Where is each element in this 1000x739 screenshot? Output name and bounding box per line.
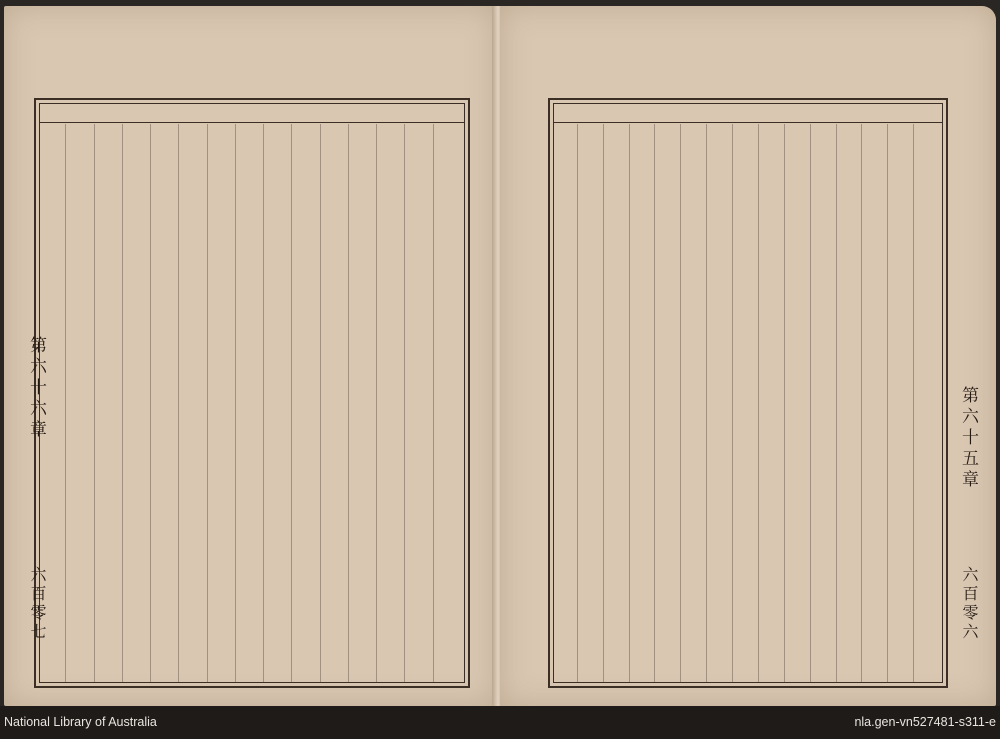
left-column-rule [94,124,95,682]
page-left [4,6,496,706]
right-text-column-2 [890,124,912,680]
right-column-rule [706,124,707,682]
footer-bar [0,706,1000,739]
right-text-column-8 [735,124,757,680]
left-text-column-9 [211,124,233,680]
footer-left-credit: National Library of Australia [4,715,157,729]
right-column-rule [629,124,630,682]
right-text-column-3 [864,124,886,680]
right-text-column-5 [813,124,835,680]
right-text-column-9 [709,124,731,680]
left-column-rule [178,124,179,682]
right-column-rule [758,124,759,682]
page-number-right: 六百零六 [960,566,979,642]
right-text-column-7 [761,124,783,680]
left-text-column-13 [98,124,120,680]
left-text-column-8 [239,124,261,680]
right-text-column-14 [580,124,602,680]
right-column-rule [836,124,837,682]
left-text-column-11 [154,124,176,680]
right-text-column-1 [916,124,938,680]
right-text-column-15 [554,124,576,680]
right-column-rule [913,124,914,682]
chapter-heading-left: 第六十六章 [26,336,46,441]
left-text-column-12 [126,124,148,680]
right-text-column-11 [657,124,679,680]
left-text-column-5 [324,124,346,680]
left-column-rule [433,124,434,682]
verse-strip-left [40,104,464,123]
right-column-rule [887,124,888,682]
left-column-rule [376,124,377,682]
left-column-rule [235,124,236,682]
right-column-rule [861,124,862,682]
left-text-column-6 [296,124,318,680]
verse-strip-right [554,104,942,123]
page-number-left: 六百零七 [28,566,47,642]
right-column-rule [810,124,811,682]
left-column-rule [207,124,208,682]
left-text-column-14 [69,124,91,680]
left-column-rule [291,124,292,682]
left-column-rule [263,124,264,682]
left-text-column-4 [352,124,374,680]
right-text-column-6 [787,124,809,680]
footer-right-id: nla.gen-vn527481-s311-e [854,715,996,729]
left-column-rule [65,124,66,682]
right-column-rule [577,124,578,682]
margin-notes-left [94,16,344,92]
right-column-rule [784,124,785,682]
right-text-column-12 [632,124,654,680]
left-text-column-2 [409,124,431,680]
left-column-rule [404,124,405,682]
right-column-rule [654,124,655,682]
right-column-rule [603,124,604,682]
chapter-heading-right: 第六十五章 [958,386,978,491]
right-text-column-4 [838,124,860,680]
margin-notes-right [610,16,860,92]
left-column-rule [150,124,151,682]
left-text-column-7 [267,124,289,680]
left-text-column-10 [182,124,204,680]
left-column-rule [320,124,321,682]
left-text-column-1 [437,124,459,680]
right-column-rule [732,124,733,682]
right-text-column-10 [683,124,705,680]
right-column-rule [680,124,681,682]
left-text-column-3 [380,124,402,680]
main-frame-left [34,98,470,688]
main-frame-right [548,98,948,688]
left-column-rule [348,124,349,682]
left-column-rule [122,124,123,682]
page-right [500,6,996,706]
right-text-column-13 [606,124,628,680]
